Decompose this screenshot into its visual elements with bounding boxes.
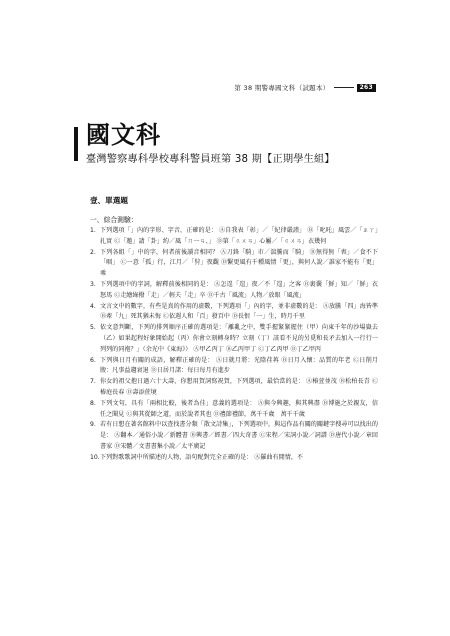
question-item [90,453,378,464]
running-head-text: 第 38 期警專國文科（試題本） [234,84,330,92]
question-item [90,356,378,378]
question-text: 若有日想在著名館料中以查找書分類「散文詩集」，下列選項中，與這作品有關的關鍵字搜尋可以找出的是： Ⓐ翻本／通俗小說／新體書 Ⓑ興書／經書／四大奇書 Ⓒ宋程／宋詞小說／詞譜 Ⓓ唐代小說／章回書家 Ⓓ宋體／文書書集小說／太平廣記 [100,421,378,450]
question-item [90,226,378,248]
question-item [90,248,378,280]
exam-subtitle: 臺灣警察專科學校專科警員班第 38 期【正期學生組】 [86,154,335,165]
title-accent-bar [74,127,78,161]
subsection-heading: 一、綜合測驗： [90,216,138,224]
running-head-rule [334,87,354,88]
question-text: 下列選項「」內的字形、字音，正確的是： Ⓐ自我表「彰」／「紀律嚴謹」 Ⓑ「叱吒」風雲／「ㄓㄚ」扎實 Ⓒ「邀」請「卦」約／風「ㄇ一ㄢ、」 Ⓓ第「ㄍㄨㄢ」心屬／「ㄍㄨㄢ」衣幾何 [100,227,378,245]
question-number: 1. [90,227,96,234]
question-list [90,226,378,464]
question-text: 下列各組「」中的字，何者前後讀音相同？ Ⓐ刀鋒「騎」市／湍騰而「騎」 Ⓑ無得無「喪」／食不下「咽」 Ⓒ一意「孤」行，江月／「狩」夜觀 Ⓓ繫更風有千種風情「更」，與何人說／誰家不能有「更」乘 [100,248,378,278]
question-text: 依文意判斷，下列的排列順序正確的選項是：「離亂之中，雙手握緊緊握住（甲）向東千年的沙場嶽去（乙）如果起程好象開始起（丙）你會立刻轉身時？立刻（丁）該看不見的另覓和長矛去加入一行行一列列的同袍？」（余光中《東海》） Ⓐ甲乙丙丁 Ⓑ乙丙甲丁 Ⓒ丁乙丙甲 Ⓓ丁乙甲丙 [100,324,378,353]
question-item [90,323,378,355]
page-title: 國文科 [86,120,161,149]
question-number: 9. [90,421,96,429]
question-number: 2. [90,248,96,256]
question-item [90,302,378,324]
question-item [90,280,378,302]
question-text: 文言文中的數字，有些是真的作用的虛數，下列選項「」內的字，並非虛數的是： Ⓐ放騰「四」海皆準 Ⓑ牽「九」死其猶未悔 Ⓒ依週人和「百」發百中 Ⓓ長恨「一」生，時月千里 [100,302,378,321]
question-item [90,399,378,421]
section-heading: 壹、單選題 [90,196,128,205]
question-text: 下列選項中的字詞，解釋前後相同的是： Ⓐ怎遑「遑」夜／不「遑」之客 Ⓑ裹囊「鮮」知／「鮮」衣怒馬 Ⓒ走繪綠撥「走」／輕夫「走」卒 Ⓓ千古「風流」人物／放眼「風流」 [100,280,378,299]
page-number: 263 [357,84,376,92]
question-number: 4. [90,302,96,310]
question-number: 10. [90,453,100,461]
question-item [90,420,378,452]
question-number: 6. [90,356,96,364]
question-item [90,377,378,399]
question-text: 下列文句，具有「兩相比較，後者為佳」意義的選項是： Ⓐ與今興趣，與其興盡 Ⓑ博施之於親友，信任之聞見 Ⓒ與其從師之道，而於說者其也 Ⓓ禮節禮節，萬千千歲 萬千千歲 [100,399,378,418]
question-text: 你女的祖父抱日過六十大壽，你想用賀詞寫祝賀，下列選項，最恰當的是： Ⓐ椿萱並茂 Ⓑ松柏長青 Ⓒ椿庭長春 Ⓓ壽添蔗境 [100,378,378,396]
question-number: 3. [90,280,96,288]
question-number: 8. [90,399,96,407]
question-text: 下列對歌歌詞中所描述的人物，語句配對完全正確的是： Ⓐ羅曲有閒情，不 [100,453,304,461]
question-number: 5. [90,324,96,332]
question-text: 下列與日月有關的成語，解釋正確的是： Ⓐ日就月將：光陰荏苒 Ⓑ日月入懷：品質的年老 Ⓒ日削月朘：凡事益趨衰退 Ⓓ日居月諸：每日每月有進步 [100,356,378,375]
question-number: 7. [90,378,96,386]
running-head [234,83,376,92]
